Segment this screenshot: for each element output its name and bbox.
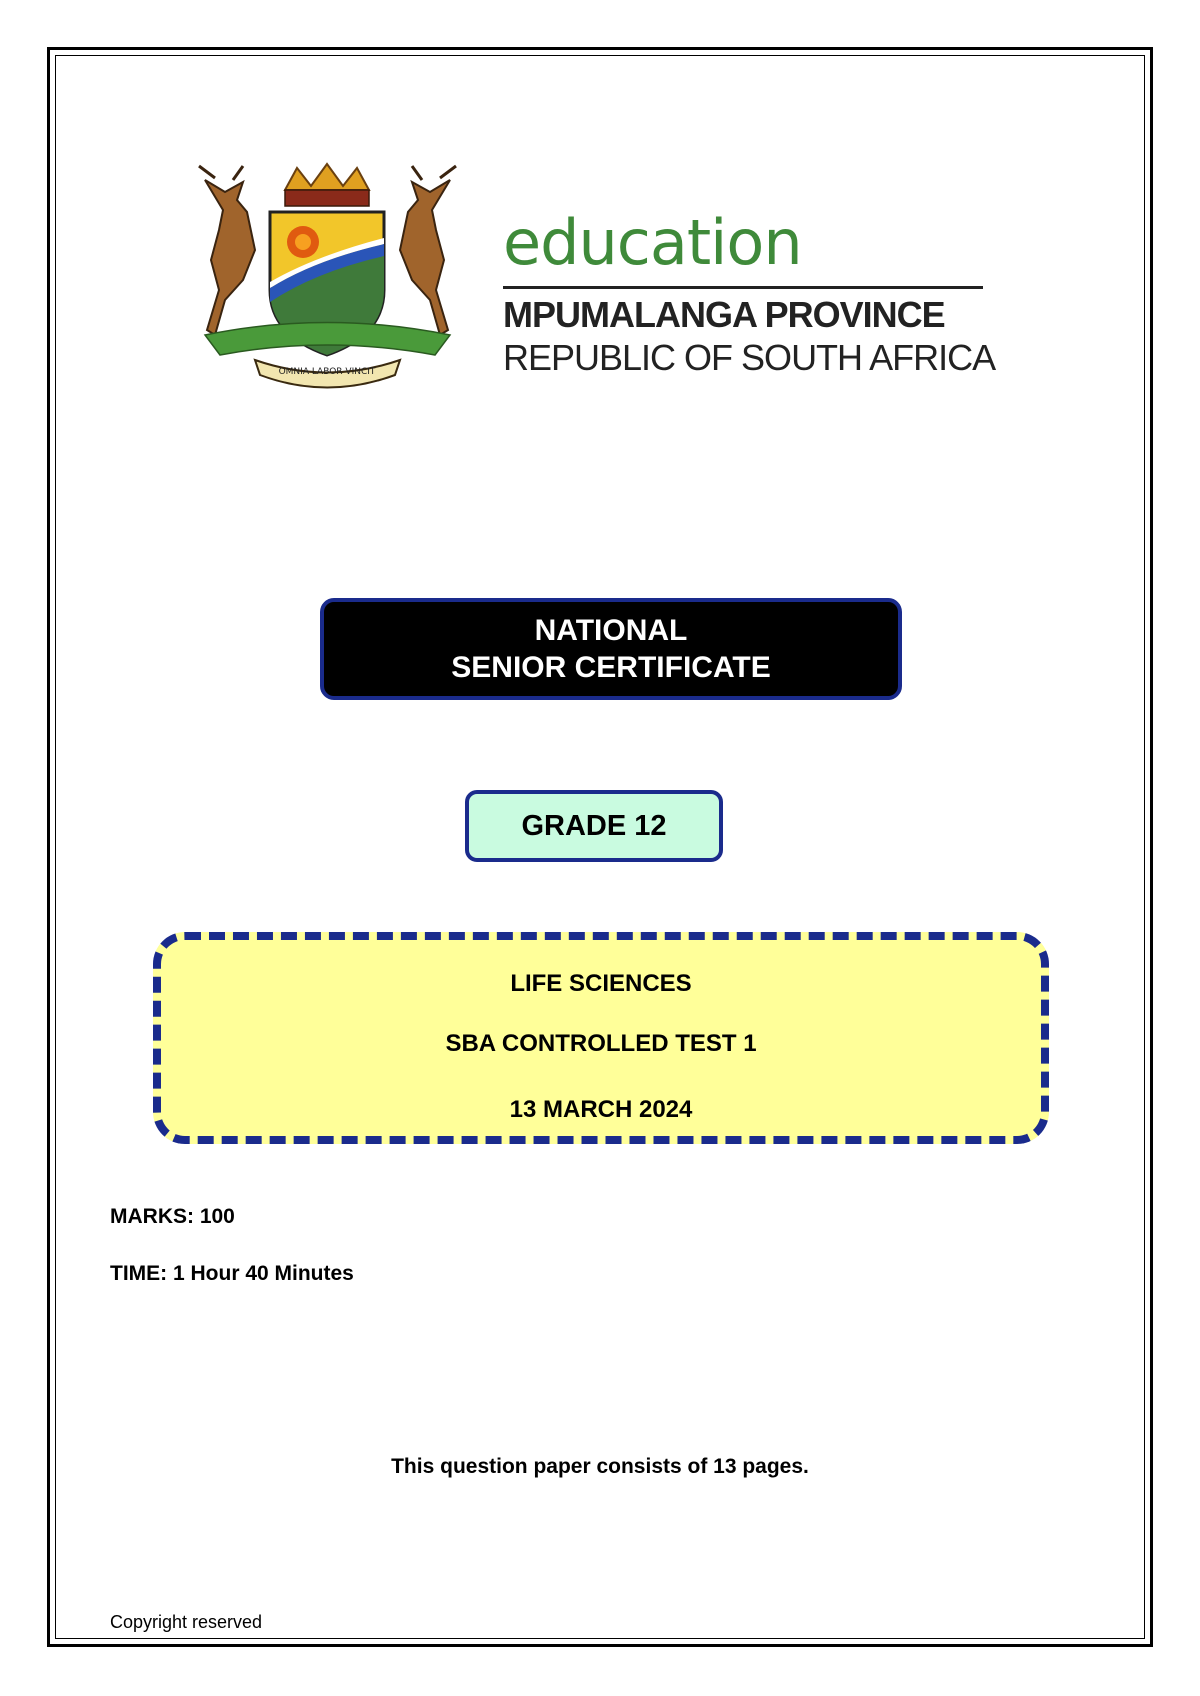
marks-line: MARKS: 100	[110, 1205, 235, 1228]
subject-box	[153, 932, 1049, 1144]
test-name: SBA CONTROLLED TEST 1	[445, 1030, 757, 1057]
province-name: MPUMALANGA PROVINCE	[503, 294, 945, 335]
coat-of-arms-icon	[185, 160, 470, 405]
header-logo	[185, 160, 1005, 405]
certificate-line-1: NATIONAL	[534, 613, 688, 647]
certificate-title-box	[320, 598, 902, 700]
certificate-line-2: SENIOR CERTIFICATE	[451, 651, 771, 684]
crest-motto: OMNIA LABOR VINCIT	[278, 367, 376, 377]
copyright-notice: Copyright reserved	[110, 1612, 263, 1632]
subject-name: LIFE SCIENCES	[510, 970, 692, 997]
brand-divider	[503, 286, 983, 289]
time-line: TIME: 1 Hour 40 Minutes	[110, 1262, 354, 1285]
test-date: 13 MARCH 2024	[509, 1096, 693, 1123]
grade-box	[465, 790, 723, 862]
brand-word: education	[503, 206, 802, 279]
grade-label: GRADE 12	[521, 809, 667, 842]
page-count-note: This question paper consists of 13 pages.	[391, 1455, 809, 1478]
country-name: REPUBLIC OF SOUTH AFRICA	[503, 337, 996, 378]
